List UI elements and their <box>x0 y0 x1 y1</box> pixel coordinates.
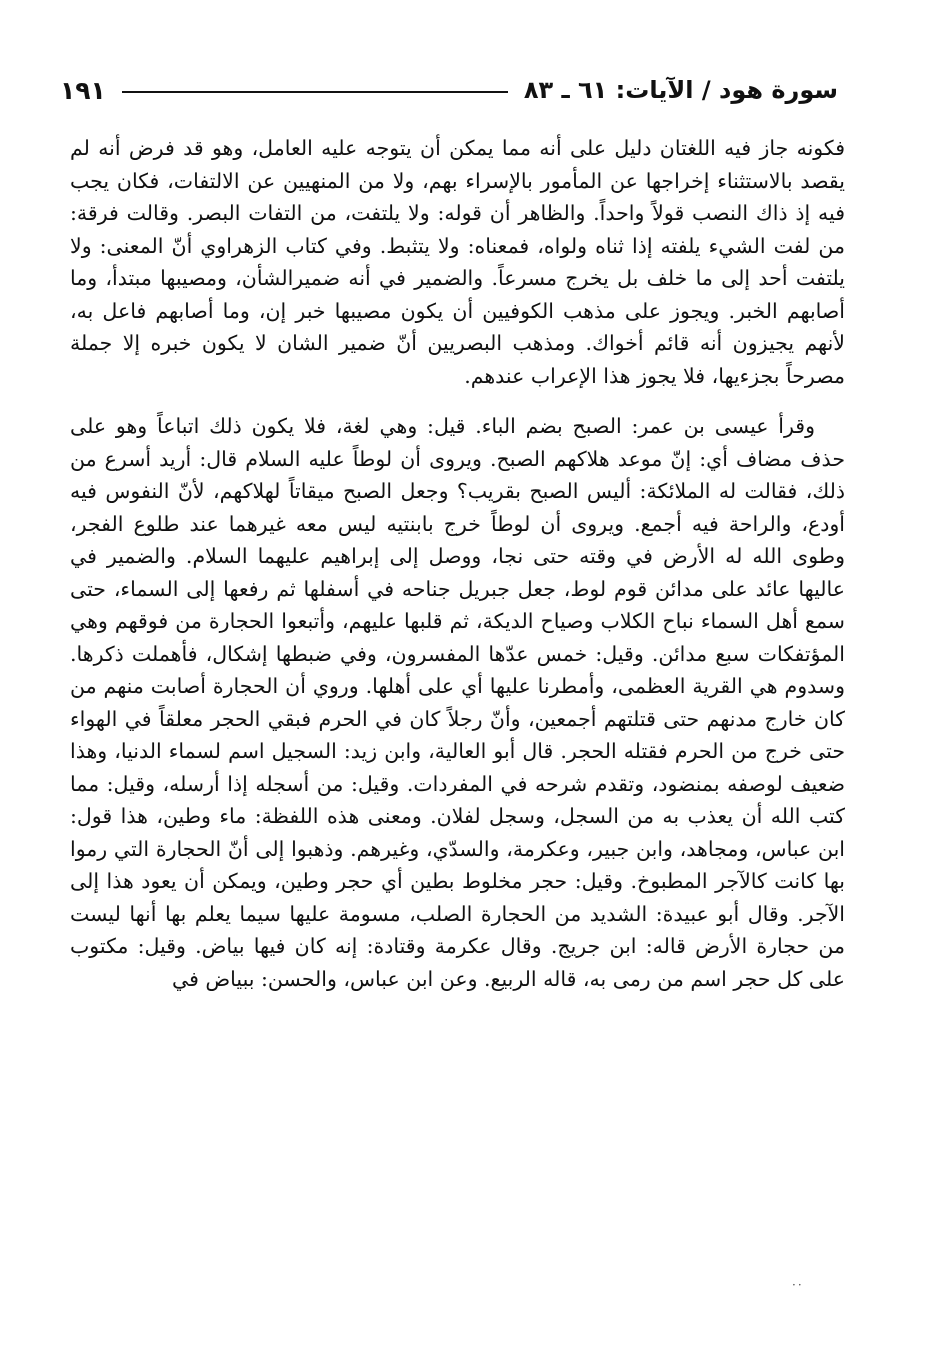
paragraph-2: وقرأ عيسى بن عمر: الصبح بضم الباء. قيل: وهي لغة، فلا يكون ذلك اتباعاً وهو على حذف مضاف أي: إنّ موعد هلاكهم الصبح. ويروى أن لوطاً عليه السلام قال: أريد أسرع من ذلك، فقالت له الملائكة: أليس الصبح بقريب؟ وجعل الصبح ميقاتاً لهلاكهم، لأنّ النفوس فيه أودع، والراحة فيه أجمع. ويروى أن لوطاً خرج بابنتيه ليس معه غيرهما عند طلوع الفجر، وطوى الله له الأرض في وقته حتى نجا، ووصل إلى إبراهيم عليهما السلام. والضمير في عاليها عائد على مدائن قوم لوط، جعل جبريل جناحه في أسفلها ثم رفعها إلى السماء، حتى سمع أهل السماء نباح الكلاب وصياح الديكة، ثم قلبها عليهم، وأتبعوا الحجارة من فوقهم وهي المؤتفكات سبع مدائن. وقيل: خمس عدّها المفسرون، وفي ضبطها إشكال، فأهملت ذكرها. وسدوم هي القرية العظمى، وأمطرنا عليها أي على أهلها. وروي أن الحجارة أصابت منهم من كان خارج مدنهم حتى قتلتهم أجمعين، وأنّ رجلاً كان في الحرم فبقي الحجر معلقاً في الهواء حتى خرج من الحرم فقتله الحجر. قال أبو العالية، وابن زيد: السجيل اسم لسماء الدنيا، وهذا ضعيف لوصفه بمنضود، وتقدم شرحه في المفردات. وقيل: من أسجله إذا أرسله، وقيل: مما كتب الله أن يعذب به من السجل، وسجل لفلان. ومعنى هذه اللفظة: ماء وطين، هذا قول: ابن عباس، ومجاهد، وابن جبير، وعكرمة، والسدّي، وغيرهم. وذهبوا إلى أنّ الحجارة التي رموا بها كانت كالآجر المطبوخ. وقيل: حجر مخلوط بطين أي حجر وطين، ويمكن أن يعود هذا إلى الآجر. وقال أبو عبيدة: الشديد من الحجارة الصلب، مسومة عليها سيما يعلم بها أنها ليست من حجارة الأرض قاله: ابن جريج. وقال عكرمة وقتادة: إنه كان فيها بياض. وقيل: مكتوب على كل حجر اسم من رمى به، قاله الربيع. وعن ابن عباس، والحسن: ببياض في <box>70 414 845 991</box>
page-number: ١٩١ <box>60 75 106 105</box>
header-rule <box>122 91 508 93</box>
body-text <box>70 132 845 995</box>
paragraph-1: فكونه جاز فيه اللغتان دليل على أنه مما يمكن أن يتوجه عليه العامل، وهو قد فرض أنه لم يقصد بالاستثناء إخراجها عن المأمور بالإسراء بهم، ولا من المنهيين عن الالتفات، فكان يجب فيه إذ ذاك النصب قولاً واحداً. والظاهر أن قوله: ولا يلتفت، من التفات البصر. وقالت فرقة: من لفت الشيء يلفته إذا ثناه ولواه، فمعناه: ولا يتثبط. وفي كتاب الزهراوي أنّ المعنى: ولا يلتفت أحد إلى ما خلف بل يخرج مسرعاً. والضمير في أنه ضميرالشأن، ومصيبها مبتدأ، وما أصابهم الخبر. ويجوز على مذهب الكوفيين أن يكون مصيبها خبر إن، وما أصابهم فاعل به، لأنهم يجيزون أنه قائم أخواك. ومذهب البصريين أنّ ضمير الشان لا يكون خبره إلا جملة مصرحاً بجزءيها، فلا يجوز هذا الإعراب عندهم. <box>70 136 845 388</box>
print-speck: ·· <box>792 1278 804 1292</box>
running-title: سورة هود / الآيات: ٦١ ـ ٨٣ <box>523 76 838 104</box>
page-header <box>60 70 838 110</box>
